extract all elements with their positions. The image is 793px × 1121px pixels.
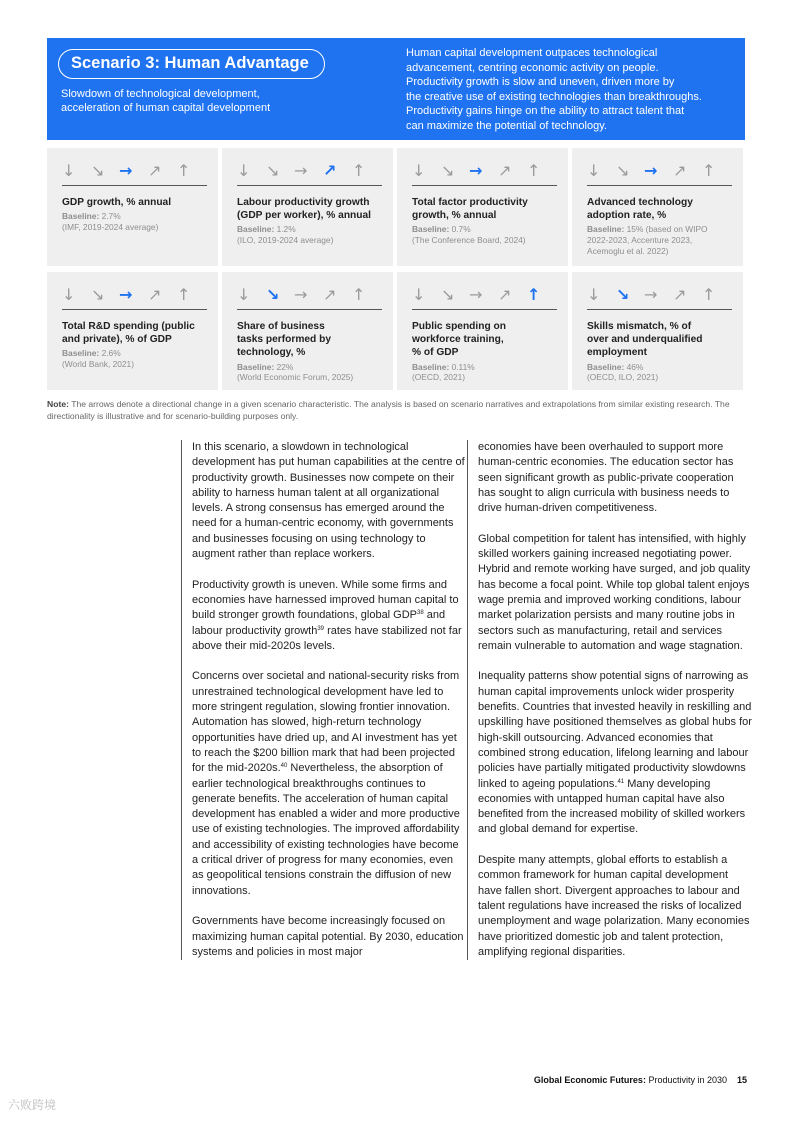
description-line: Productivity gains hinge on the ability to attract talent that: [406, 105, 685, 118]
body-column-left: [181, 440, 466, 960]
note-text: The arrows denote a directional change in a given scenario characteristic. The analysis is based on scenario narratives and extrapolations from similar existing research. The directionality is illustrative and for scenario-building purposes only.: [47, 399, 730, 421]
footer-separator: :: [642, 1075, 646, 1085]
arrow-down-right-icon: ↘: [616, 285, 630, 304]
baseline-source: (World Economic Forum, 2025): [237, 372, 354, 383]
baseline-value: 2.6%: [99, 348, 121, 359]
arrow-up-right-icon: ↗: [148, 161, 162, 180]
indicator-title-line: technology, %: [237, 347, 306, 359]
baseline-source: (World Bank, 2021): [62, 359, 134, 370]
watermark-logo: [8, 1096, 56, 1118]
scenario-header: [47, 38, 745, 140]
indicator-title: [587, 196, 735, 222]
arrow-down-icon: ↓: [587, 161, 601, 180]
indicator-title: [62, 320, 210, 346]
indicator-title-line: % of GDP: [412, 347, 459, 359]
arrow-right-icon: →: [469, 161, 483, 180]
direction-arrows: [237, 162, 382, 186]
indicator-card: [397, 148, 568, 266]
arrow-down-icon: ↓: [62, 161, 76, 180]
body-paragraph: Productivity growth is uneven. While some firms and economies have harnessed improved human capital to build stronger growth foundations, global GDP$^{38}$ and labour productivity growth$^{39}$ rates have stabilized not far above their mid-2020s levels.: [192, 578, 462, 652]
arrow-up-icon: ↑: [527, 161, 541, 180]
description-line: the creative use of existing technologies than breakthroughs.: [406, 90, 702, 103]
baseline-label: Baseline:: [587, 224, 625, 235]
indicator-card: [222, 272, 393, 390]
arrow-down-icon: ↓: [62, 285, 76, 304]
arrow-up-icon: ↑: [352, 161, 366, 180]
indicator-card: [222, 148, 393, 266]
arrow-down-right-icon: ↘: [266, 161, 280, 180]
arrow-down-right-icon: ↘: [91, 161, 105, 180]
direction-arrows: [62, 286, 207, 310]
arrow-up-icon: ↑: [177, 161, 191, 180]
body-paragraph: Concerns over societal and national-security risks from unrestrained technological development have led to more stringent regulation, slowing frontier innovation. Automation has slowed, high-return technology opportunities have dried up, and AI investment has yet to reach the $200 billion mark that had been projected for the mid-2020s.$^{40}$ Nevertheless, the absorption of earlier technological breakthroughs continues to generate benefits. The acceleration of human capital development has enabled a wider and more productive use of existing technologies. The improved affordability and accessibility of existing technologies have become a critical driver of progress for many economies, even as geopolitical tensions constrain the diffusion of new innovations.: [192, 670, 460, 897]
indicator-title: [412, 320, 560, 360]
direction-arrows: [587, 162, 732, 186]
indicator-title-line: workforce training,: [412, 334, 504, 346]
arrow-up-right-icon: ↗: [498, 285, 512, 304]
indicator-card: [572, 148, 743, 266]
arrow-up-right-icon: ↗: [148, 285, 162, 304]
arrow-right-icon: →: [119, 285, 133, 304]
arrow-down-right-icon: ↘: [266, 285, 280, 304]
baseline-source: (OECD, ILO, 2021): [587, 372, 659, 383]
baseline-value: 2.7%: [99, 211, 121, 222]
arrow-right-icon: →: [119, 161, 133, 180]
page-number: 15: [736, 1075, 747, 1085]
arrow-down-right-icon: ↘: [441, 161, 455, 180]
arrow-right-icon: →: [294, 161, 308, 180]
indicator-card: [47, 272, 218, 390]
indicator-baseline: [587, 362, 737, 384]
scenario-description: [406, 46, 741, 134]
baseline-value: 15% (based on WIPO: [624, 224, 708, 235]
indicator-title-line: Share of business: [237, 321, 325, 332]
arrow-down-right-icon: ↘: [91, 285, 105, 304]
baseline-label: Baseline:: [237, 361, 275, 372]
footnote-ref: 39: [317, 625, 325, 632]
arrow-down-icon: ↓: [412, 161, 426, 180]
indicator-title: [62, 196, 210, 209]
indicator-card: [572, 272, 743, 390]
indicator-baseline: [237, 224, 387, 246]
baseline-source: Acemoglu et al. 2022): [587, 245, 669, 256]
baseline-value: 46%: [624, 361, 644, 372]
page-footer: [534, 1075, 747, 1085]
indicator-title-line: employment: [587, 347, 648, 359]
arrow-down-icon: ↓: [587, 285, 601, 304]
direction-arrows: [237, 286, 382, 310]
direction-arrows: [587, 286, 732, 310]
body-column-right: [467, 440, 752, 960]
indicator-title-line: adoption rate, %: [587, 210, 667, 222]
indicator-baseline: [62, 348, 212, 370]
baseline-label: Baseline:: [412, 224, 450, 235]
arrow-right-icon: →: [469, 285, 483, 304]
body-paragraph: In this scenario, a slowdown in technological development has put human capabilities at the centre of productivity growth. Businesses now compete on their ability to harness human talent at all organizational levels. A strong consensus has emerged around the need for a human-centric economy, with governments and businesses focusing on using technology to augment rather than replace workers.: [192, 441, 465, 561]
body-paragraph: Governments have become increasingly focused on maximizing human capital potential. By 2030, education systems and policies in most major: [192, 915, 464, 958]
baseline-source: 2022-2023, Accenture 2023,: [587, 235, 693, 246]
indicator-title-line: tasks performed by: [237, 334, 331, 346]
indicator-title-line: and private), % of GDP: [62, 334, 172, 346]
baseline-label: Baseline:: [587, 361, 625, 372]
note-label: Note:: [47, 399, 69, 409]
baseline-label: Baseline:: [62, 348, 100, 359]
subtitle-line: acceleration of human capital development: [61, 101, 271, 114]
body-paragraph: Global competition for talent has intensified, with highly skilled workers gaining increased negotiating power. Hybrid and remote working have surged, and job quality has become a focal point. While top global talent enjoys wage premia and improved working conditions, labour market polarization persists and many routine jobs in sectors such as manufacturing, retail and services remain vulnerable to automation and wage stagnation.: [478, 532, 751, 652]
description-line: advancement, centring economic activity on people.: [406, 61, 659, 74]
indicator-baseline: [412, 224, 562, 246]
indicator-title: [237, 320, 385, 360]
indicator-baseline: [412, 362, 562, 384]
footnote-ref: 41: [617, 778, 625, 785]
arrows-note: [47, 398, 747, 422]
baseline-source: (OECD, 2021): [412, 372, 466, 383]
body-paragraph: Despite many attempts, global efforts to establish a common framework for human capital development have fallen short. Divergent approaches to labour and talent regulations have increased the risks of localized unemployment and wage polarization. Many economies have prioritized domestic job and talent protection, amplifying regional disparities.: [478, 854, 750, 958]
indicator-title: [237, 196, 385, 222]
subtitle-line: Slowdown of technological development,: [61, 88, 260, 100]
description-line: can maximize the potential of technology.: [406, 119, 607, 132]
footer-subtitle: Productivity in 2030: [645, 1075, 727, 1085]
indicator-title-line: over and underqualified: [587, 334, 703, 346]
arrow-down-right-icon: ↘: [616, 161, 630, 180]
indicator-title-line: GDP growth, % annual: [62, 197, 172, 208]
footer-report-title: Global Economic Futures: [533, 1075, 643, 1085]
indicator-title-line: Public spending on: [412, 321, 506, 332]
indicator-baseline: [587, 224, 737, 256]
direction-arrows: [412, 286, 557, 310]
baseline-label: Baseline:: [237, 224, 275, 235]
direction-arrows: [62, 162, 207, 186]
footnote-ref: 40: [280, 763, 288, 770]
arrow-up-right-icon: ↗: [323, 161, 337, 180]
indicator-title-line: growth, % annual: [412, 210, 497, 222]
baseline-label: Baseline:: [412, 361, 450, 372]
direction-arrows: [412, 162, 557, 186]
baseline-label: Baseline:: [62, 211, 100, 222]
description-line: Human capital development outpaces technological: [406, 47, 658, 59]
scenario-title: Scenario 3: Human Advantage: [58, 49, 325, 79]
arrow-down-icon: ↓: [412, 285, 426, 304]
arrow-up-right-icon: ↗: [323, 285, 337, 304]
indicator-title-line: Total factor productivity: [412, 197, 528, 208]
baseline-value: 22%: [274, 361, 294, 372]
indicator-title-line: (GDP per worker), % annual: [237, 210, 371, 222]
body-paragraph: economies have been overhauled to support more human-centric economies. The education sector has seen significant growth as public-private cooperation has sought to align curricula with business needs to drive human-driven competitiveness.: [478, 441, 734, 515]
arrow-right-icon: →: [294, 285, 308, 304]
baseline-source: (IMF, 2019-2024 average): [62, 221, 159, 232]
watermark-text: 六败跨境: [8, 1098, 57, 1112]
arrow-down-icon: ↓: [237, 285, 251, 304]
indicator-title-line: Labour productivity growth: [237, 197, 370, 208]
indicator-baseline: [62, 211, 212, 233]
baseline-value: 1.2%: [274, 224, 296, 235]
indicator-baseline: [237, 362, 387, 384]
arrow-right-icon: →: [644, 161, 658, 180]
indicator-title-line: Total R&D spending (public: [62, 321, 195, 332]
arrow-up-icon: ↑: [177, 285, 191, 304]
scenario-subtitle: [61, 88, 351, 115]
arrow-up-right-icon: ↗: [673, 285, 687, 304]
arrow-down-icon: ↓: [237, 161, 251, 180]
baseline-value: 0.7%: [449, 224, 471, 235]
body-paragraph: Inequality patterns show potential signs of narrowing as human capital improvements unlock wider prosperity benefits. Countries that invested heavily in reskilling and upskilling have positioned themselves as global hubs for high-skill outsourcing. Advanced economies that combined strong education, lifelong learning and labour policies have partially mitigated productivity slowdowns linked to ageing populations.$^{41}$ Many developing economies with untapped human capital have also benefited from the increased mobility of skilled workers and global demand for expertise.: [478, 670, 752, 836]
arrow-up-icon: ↑: [702, 285, 716, 304]
arrow-up-icon: ↑: [352, 285, 366, 304]
arrow-up-right-icon: ↗: [673, 161, 687, 180]
indicator-title: [412, 196, 560, 222]
indicator-title-line: Skills mismatch, % of: [587, 321, 692, 332]
arrow-down-right-icon: ↘: [441, 285, 455, 304]
indicator-title-line: Advanced technology: [587, 197, 693, 208]
baseline-source: (ILO, 2019-2024 average): [237, 235, 334, 246]
indicator-title: [587, 320, 735, 360]
arrow-up-icon: ↑: [702, 161, 716, 180]
description-line: Productivity growth is slow and uneven, driven more by: [406, 76, 675, 89]
footnote-ref: 38: [417, 610, 424, 617]
baseline-value: 0.11%: [449, 361, 475, 372]
arrow-right-icon: →: [644, 285, 658, 304]
baseline-source: (The Conference Board, 2024): [412, 235, 526, 246]
arrow-up-right-icon: ↗: [498, 161, 512, 180]
indicator-card: [397, 272, 568, 390]
indicator-card: [47, 148, 218, 266]
arrow-up-icon: ↑: [527, 285, 541, 304]
